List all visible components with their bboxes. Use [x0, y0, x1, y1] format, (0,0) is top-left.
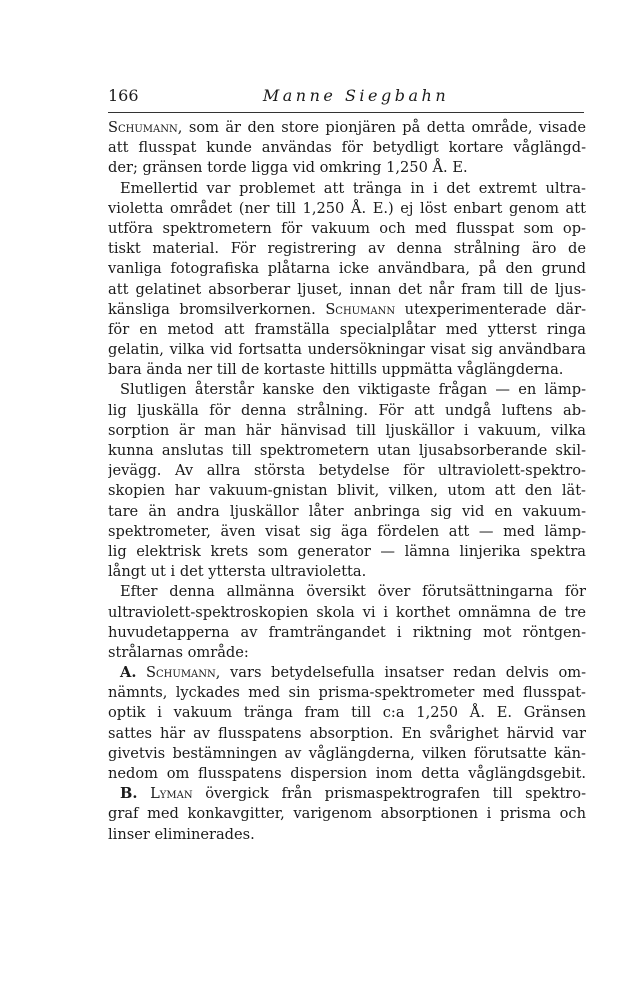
- text-line: [108, 724, 586, 744]
- text-segment: utföra spektrometern för vakuum och med flusspat som op-: [108, 219, 586, 237]
- text-segment: spektrometer, även visat sig äga fördelen att — med lämp-: [108, 522, 586, 540]
- text-segment: lig elektrisk krets som generator — lämna linjerika spektra: [108, 542, 586, 560]
- text-segment: graf med konkavgitter, varigenom absorptionen i prisma och: [108, 805, 586, 823]
- text-line: [108, 441, 586, 461]
- text-line: [108, 401, 586, 421]
- text-segment: gelatin, vilka vid fortsatta undersökningar visat sig användbara: [108, 341, 586, 359]
- text-segment: långt ut i det yttersta ultravioletta.: [108, 563, 367, 581]
- text-segment: skopien har vakuum-gnistan blivit, vilken, utom att den lät-: [108, 482, 586, 500]
- author-name: Schumann: [146, 664, 216, 682]
- text-segment: för en metod att framställa specialplåtar med ytterst ringa: [108, 320, 586, 338]
- author-name: Schumann: [325, 300, 396, 318]
- text-line: [108, 340, 586, 360]
- text-segment: [137, 785, 150, 802]
- text-line: [108, 158, 586, 178]
- text-segment: der; gränsen torde ligga vid omkring 1,250 Å. E.: [108, 159, 468, 177]
- text-line: [108, 138, 586, 158]
- text-segment: strålarnas område:: [108, 643, 249, 661]
- text-line: [108, 380, 586, 400]
- text-segment: linser eliminerades.: [108, 825, 255, 843]
- text-segment: Emellertid var problemet att tränga in i det extremt ultra-: [120, 179, 586, 197]
- text-line: [108, 259, 586, 279]
- page-number: 166: [108, 86, 139, 105]
- text-line: [108, 199, 586, 219]
- text-line: [108, 280, 586, 300]
- text-line: [108, 502, 586, 522]
- text-line: [108, 300, 586, 320]
- body-text: [108, 118, 586, 845]
- text-line: [108, 804, 586, 824]
- text-segment: optik i vakuum tränga fram till c:a 1,250 Å. E. Gränsen: [108, 704, 586, 722]
- list-marker: A.: [120, 664, 137, 682]
- text-line: [108, 623, 586, 643]
- text-line: [108, 481, 586, 501]
- text-segment: jevägg. Av allra största betydelse för ultraviolett-spektro-: [108, 462, 586, 480]
- text-segment: tare än andra ljuskällor låter anbringa sig vid en vakuum-: [108, 502, 586, 520]
- text-segment: bara ända ner till de kortaste hittills uppmätta våglängderna.: [108, 361, 564, 379]
- text-line: [108, 825, 586, 845]
- text-segment: [136, 664, 146, 681]
- text-line: [108, 542, 586, 562]
- text-segment: övergick från prismaspektrografen till spektro-: [192, 785, 586, 803]
- author-name: Lyman: [150, 785, 193, 803]
- text-line: [108, 179, 586, 199]
- text-line: [108, 764, 586, 784]
- text-line: [108, 744, 586, 764]
- text-segment: känsliga bromsilverkornen.: [108, 300, 326, 318]
- text-segment: sorption är man här hänvisad till ljuskällor i vakuum, vilka: [108, 421, 586, 439]
- page-header: [108, 86, 584, 113]
- text-segment: , som är den store pionjären på detta område, visade: [177, 119, 586, 136]
- text-segment: utexperimenterade där-: [395, 300, 586, 318]
- text-segment: givetvis bestämningen av våglängderna, vilken förutsatte kän-: [108, 744, 586, 762]
- text-line: [108, 360, 586, 380]
- text-line: [108, 663, 586, 683]
- text-segment: huvudetapperna av framträngandet i riktning mot röntgen-: [108, 623, 586, 641]
- text-line: [108, 582, 586, 602]
- text-segment: att gelatinet absorberar ljuset, innan det når fram till de ljus-: [108, 280, 586, 298]
- text-segment: , vars betydelsefulla insatser redan delvis om-: [215, 664, 586, 682]
- list-marker: B.: [120, 785, 138, 803]
- text-line: [108, 784, 586, 804]
- text-line: [108, 461, 586, 481]
- text-line: [108, 683, 586, 703]
- text-segment: sattes här av flusspatens absorption. En svårighet härvid var: [108, 724, 586, 742]
- text-segment: lig ljuskälla för denna strålning. För att undgå luftens ab-: [108, 401, 586, 419]
- text-segment: Efter denna allmänna översikt över förutsättningarna för: [120, 583, 586, 601]
- text-line: [108, 562, 586, 582]
- text-segment: nedom om flusspatens dispersion inom detta våglängdsgebit.: [108, 765, 586, 782]
- running-head: Manne Siegbahn: [262, 86, 450, 105]
- text-line: [108, 421, 586, 441]
- text-segment: violetta området (ner till 1,250 Å. E.) ej löst enbart genom att: [108, 199, 586, 217]
- text-line: [108, 320, 586, 340]
- text-line: [108, 239, 586, 259]
- author-name: Schumann: [108, 119, 178, 136]
- text-line: [108, 703, 586, 723]
- text-segment: att flusspat kunde användas för betydligt kortare våglängd-: [108, 139, 586, 157]
- text-line: [108, 118, 586, 138]
- text-segment: ultraviolett-spektroskopien skola vi i korthet omnämna de tre: [108, 603, 586, 621]
- text-segment: kunna anslutas till spektrometern utan ljusabsorberande skil-: [108, 442, 586, 459]
- text-segment: nämnts, lyckades med sin prisma-spektrometer med flusspat-: [108, 684, 586, 702]
- text-line: [108, 219, 586, 239]
- text-segment: vanliga fotografiska plåtarna icke användbara, på den grund: [108, 260, 586, 278]
- text-line: [108, 643, 586, 663]
- text-line: [108, 603, 586, 623]
- text-line: [108, 522, 586, 542]
- text-segment: tiskt material. För registrering av denna strålning äro de: [108, 240, 586, 258]
- text-segment: Slutligen återstår kanske den viktigaste frågan — en lämp-: [120, 381, 586, 399]
